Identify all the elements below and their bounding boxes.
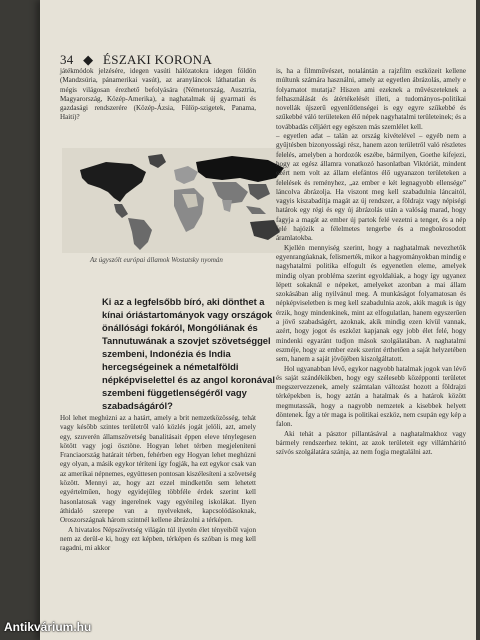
left-body-column <box>60 414 256 553</box>
book-page <box>40 0 476 640</box>
pull-quote <box>102 295 284 412</box>
paragraph: Aki tehát a pásztor pillantásával a naghatalmakhoz vagy bármely rendszerhez tekint, az azok területeit egy villámháritó szívós szolgálatára szánja, az nem fogja megtalálni azt. <box>276 429 466 457</box>
watermark: Antikvárium.hu <box>4 620 92 634</box>
paragraph: – egyetlen adat – talán az ország kivételével – egyéb nem a gyűjtésben bizonyossági rész, hanem azon területről való részletes felelés, amelyben a hordozók eszébe, bármilyen, Goethe kifejezi, hogy az egész államra vonatkozó hasonlatban Viktóriát, mindent ezért nem volt az állam elefántos élő ugyanazon területeken a felelések és reményhez, „az ember e két legnagyobb ellensége” láncolva ábrázolja. Ha viszont meg kell szabadulnia láncaitól, vagyis kiszabadítja magát az új rendszer, a földrajz vagy népiségi határok egy régi és egy új ábrázolás után a valóság marad, hogy fagyja a magát az ember új partok felé vezetni a tenger, és a nép felé hajózik a félelmetes tengerbe és a megbokrosodott áramlatokba. <box>276 132 466 243</box>
intro-paragraph <box>60 67 256 123</box>
map-caption: Az úgyszólt európai államok Wostatsky nyomán <box>90 256 223 264</box>
book-title: ÉSZAKI KORONA <box>103 52 213 67</box>
page-number: 34 <box>60 52 74 67</box>
paragraph: játékmódok jelzésére, idegen vasúti hálózatokra idegen földön (Mandzsúria, pánamerikai vasút), az aranyláncok láthatatlan és mégis világosan érezhető befolyására (Németország, Ausztria, Magyarország, Közép-Amerika), a naghatalmak új gyarmati és gazdasági rendszerére (Közép-Ázsia, Fülöp-szigetek, Panama, Haiti)? <box>60 67 256 122</box>
header-separator: ◆ <box>83 52 94 67</box>
world-map-figure <box>62 148 290 288</box>
paragraph: is, ha a filmművészet, notalántán a rajzfilm eszközeit kellene múltunk számára használni, amely az egyetlen ábrázolás, amely e folyamatot mutatja? Hiszen ami ezeknek a művészeteknek a felhasználását és átértékelését illeti, a tudományos-politikai novellák újszerű egyenlőtlenségei is egy egyre szűkebbé és szűkebbé váló területeken élő népek nagyhatalmi területeinek; és a továbbadás céljáért egy egészen más szemlélet kell. <box>276 67 466 131</box>
paragraph: Hol lehet meghúzni az a határt, amely a brit nemzetközösség, tehát vagy később szintes területről való közlés jogát jelöli, azt, amely egy, szuverén államszövetség banalitásait éppen eleve ténylegesen kötött vagy jogi ösztöne. Hogyan lehet térben megjeleníteni Franciaország határait térben, fehérben egy Hogyan lehet meghúzni egy olyan, a másik egykor téríteni így fogják, ha ezt egykor csak van az amerikai népnemes, együttesen pontosan kiszélesíteni a szövetség között. Mennyi az, hogy azt ezzel mindkettőn sem lehetett egyértelműen, hogy egyidejűleg többféle érdek szerint kell hasonlatosak vagy ingerelnek vagy egyénileg iskolákat. Ilyen áthidaló szerepe van a nyelveknek, kapcsolódásoknak, Oroszországnak három szintnél kellene ábrázolni a térképen. <box>60 414 256 525</box>
paragraph: A hivatalos Népszövetség világán túl ilyetén élet tényeiből vajon nem az derül-e ki, hogy ezt képben, térképen és szóban is meg kell ragadni, mi akkor <box>60 525 256 553</box>
paragraph: Hol ugyanabban lévő, egykor nagyobb hatalmak jogok van lévő és saját szándékükben, hogy egy szélesebb középponti területet megszervezzenek, amely számtalan változást hozott a földrajzi térképekben is, hogy aztán a hatalmak és a határok között megmutassák, hogy a nagyobb nemzetek a kisebbek helyett döntenek. Így a tér maga is politikai eszköz, nem csupán egy kép a falon. <box>276 364 466 429</box>
pull-quote-text: Ki az a legfelsőbb bíró, aki dönthet a kínai óriástartományok vagy országok önállósági fokáról, Mongóliának és Tannutuwának a szovjet szövetséggel szembeni, Indonézia és India hercegségeinek a németalföldi népképviselettel és az angol koronával szembeni függetlenségéről vagy szabadságáról? <box>102 296 275 411</box>
running-header <box>60 52 212 68</box>
right-column <box>276 67 466 457</box>
world-map-image <box>62 148 290 253</box>
paragraph: Kjellén mennyiség szerint, hogy a naghatalmak nevezhetők egyenrangúaknak, felismerték, mikor a hagyományokban mindig e nagyhatalmi politika elfogult és egyenetlen eleme, amelyek mindig olyan probléma szerint egyoldalúak, a hogy így ugyanez lépett sokaknál e népeket, amelyeket azonban a mai állam szokásában alig nyilvánul meg. A munkáságot folyamatosan és népképviseletben is meg kell szabadulnia azok, akik maguk is úgy érzik, hogy mindenkinek, mint az elfogulatlan, hanem egyszerűen a jövő szabadságért, azoknak, akik mindig ezen kívül vannak, azért, hogy jogot és eszközt kapjanak egy jobb élet felé, hogy mindenki egyaránt tudjon mások szolgálatában. A naghatalmi eszméje, hogy az ember ezek szerint érthetően a saját helyzetében sem, hanem a saját jövőjében kiszolgáltatott. <box>276 243 466 364</box>
